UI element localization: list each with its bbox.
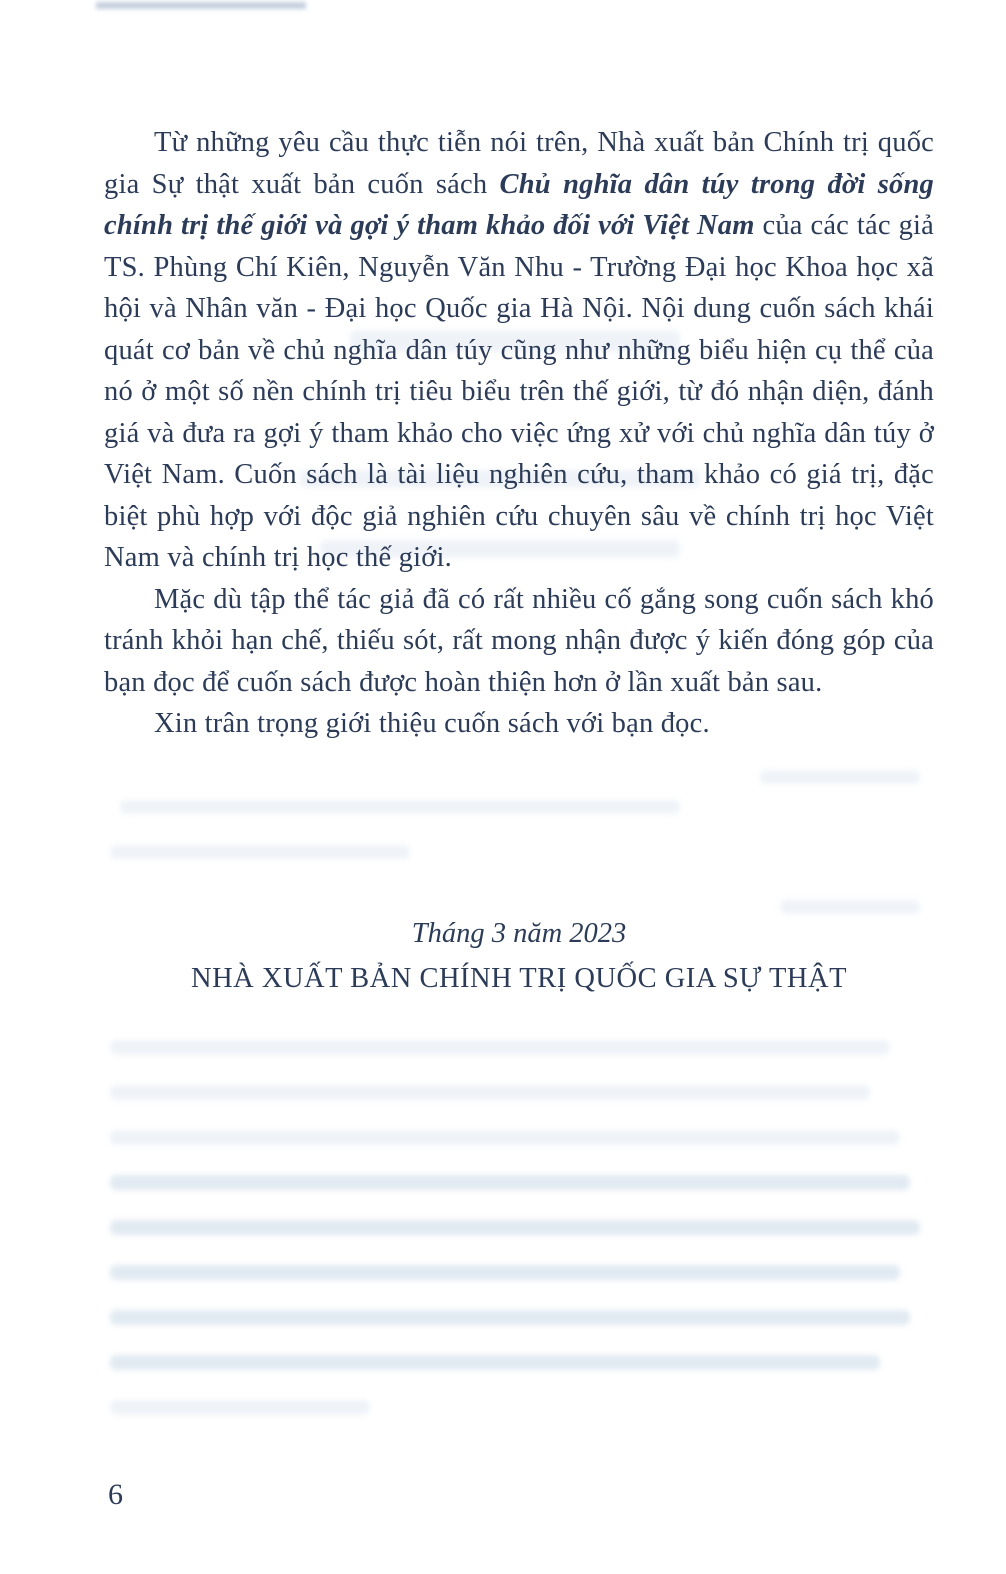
page-number: 6	[108, 1478, 123, 1511]
bleed-through-line	[110, 1220, 920, 1235]
scan-smudge	[96, 2, 306, 9]
publisher-line: NHÀ XUẤT BẢN CHÍNH TRỊ QUỐC GIA SỰ THẬT	[191, 963, 847, 994]
bleed-through-line	[110, 1085, 870, 1100]
paragraph-apology: Mặc dù tập thể tác giả đã có rất nhiều cố gắng song cuốn sách khó tránh khỏi hạn chế, thiếu sót, rất mong nhận được ý kiến đóng góp của bạn đọc để cuốn sách được hoàn thiện hơn ở lần xuất bản sau.	[104, 583, 934, 698]
bleed-through-line	[110, 1040, 890, 1055]
bleed-through-line	[110, 1265, 900, 1280]
bleed-through-line	[110, 1355, 880, 1370]
date-line: Tháng 3 năm 2023	[411, 918, 627, 949]
paragraph-intro-pre: Từ những yêu cầu thực tiễn nói trên, Nhà xuất bản Chính trị quốc gia Sự thật xuất bản cuốn sách	[104, 127, 934, 200]
bleed-through-line	[760, 770, 920, 784]
bleed-through-line	[120, 800, 680, 814]
book-title-text: Chủ nghĩa dân túy trong đời sống chính trị thế giới và gợi ý tham khảo đối với Việt Nam	[104, 168, 935, 241]
bleed-through-line	[110, 1175, 910, 1190]
bleed-through-line	[110, 1400, 370, 1415]
bleed-through-line	[110, 1310, 910, 1325]
paragraph-closing: Xin trân trọng giới thiệu cuốn sách với bạn đọc.	[154, 708, 710, 739]
bleed-through-line	[110, 845, 410, 859]
bleed-through-line	[110, 1130, 900, 1145]
paragraph-intro	[104, 122, 934, 579]
signature-block	[104, 912, 934, 1002]
paragraph-intro-post: của các tác giả TS. Phùng Chí Kiên, Nguyễn Văn Nhu - Trường Đại học Khoa học xã hội và Nhân văn - Đại học Quốc gia Hà Nội. Nội dung cuốn sách khái quát cơ bản về chủ nghĩa dân túy cũng như những biểu hiện cụ thể của nó ở một số nền chính trị tiêu biểu trên thế giới, từ đó nhận diện, đánh giá và đưa ra gợi ý tham khảo cho việc ứng xử với chủ nghĩa dân túy ở Việt Nam. Cuốn sách là tài liệu nghiên cứu, tham khảo có giá trị, đặc biệt phù hợp với độc giả nghiên cứu chuyên sâu về chính trị học Việt Nam và chính trị học thế giới.	[104, 210, 934, 573]
body-text-block	[104, 122, 934, 745]
